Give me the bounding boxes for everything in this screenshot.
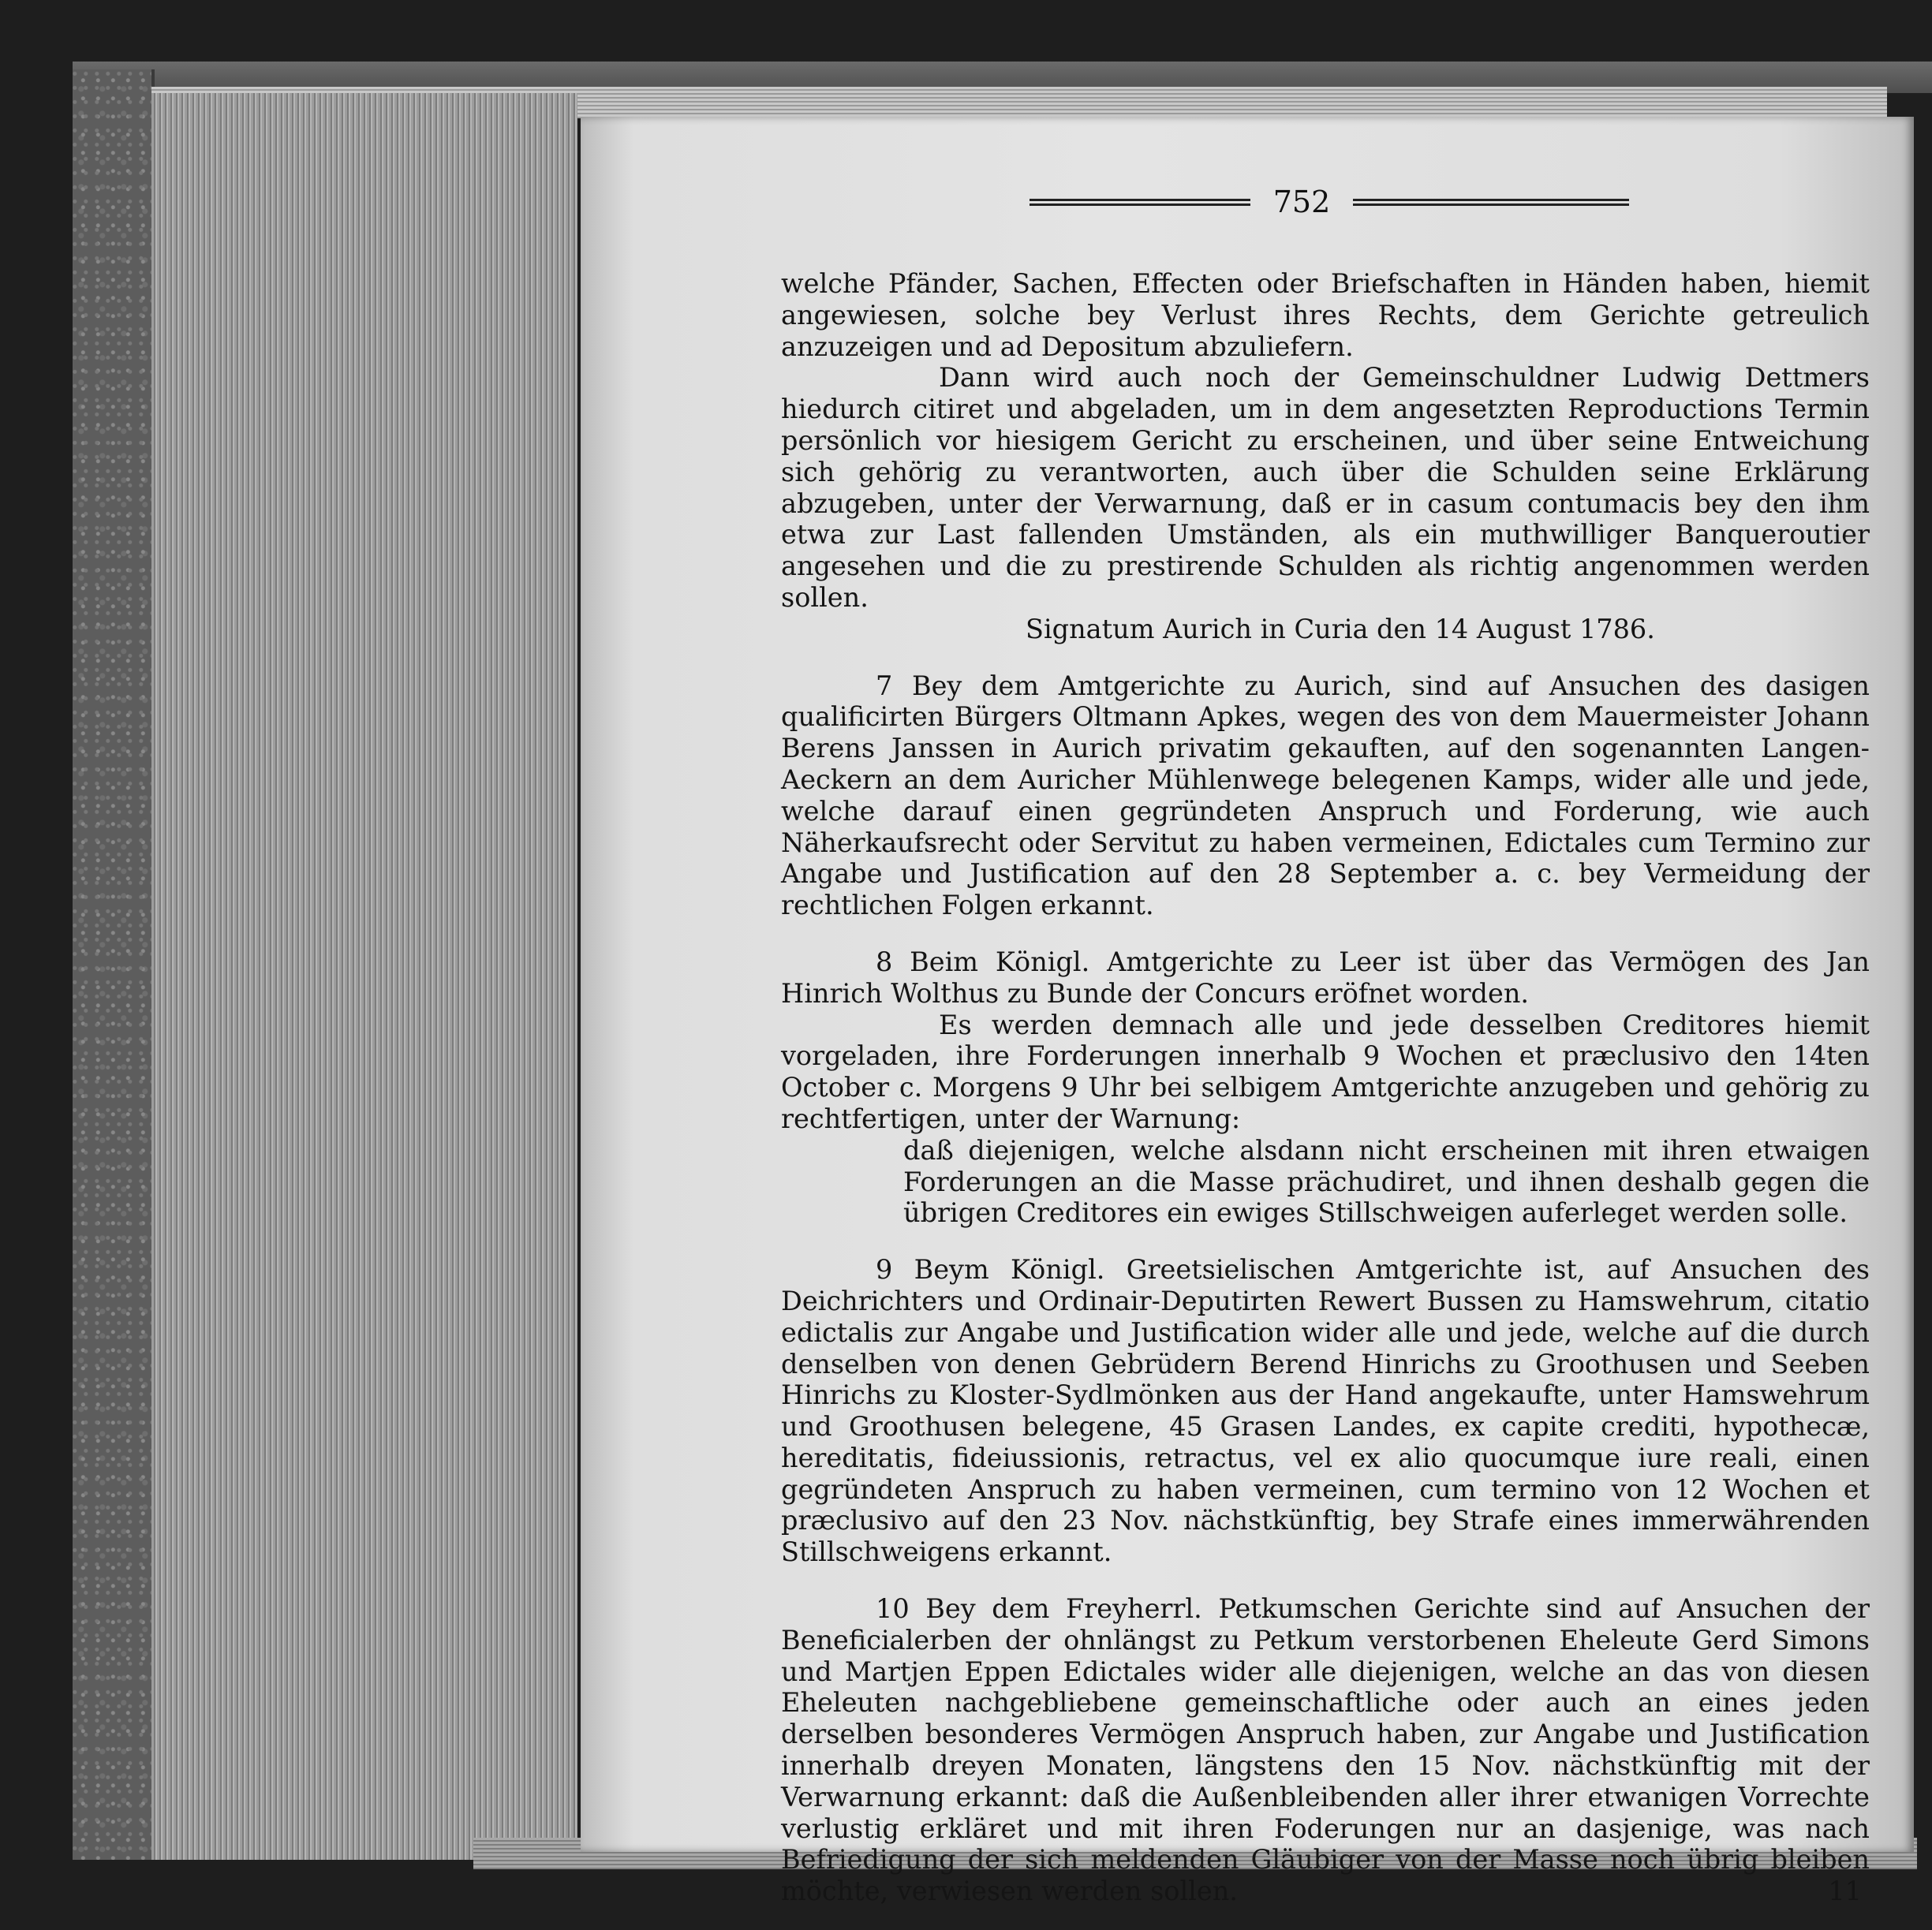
page-body: [781, 268, 1870, 1907]
catchword: 11: [1828, 1876, 1862, 1907]
paragraph: Dann wird auch noch der Gemeinschuldner Ludwig Dettmers hiedurch citiret und abgeladen, um in dem angesetzten Reproductions Termin persönlich vor hiesigem Gericht zu erscheinen, und über seine Entweichung sich gehörig zu verantworten, auch über die Schulden seine Erklärung abzugeben, unter der Verwarnung, daß er in casum contumacis bey den ihm etwa zur Last fallenden Umständen, als ein muthwilliger Banqueroutier angesehen und die zu prestirende Schulden als richtig angenommen werden sollen.: [781, 362, 1870, 613]
page-header: [1030, 185, 1629, 219]
paragraph: 7 Bey dem Amtgerichte zu Aurich, sind auf Ansuchen des dasigen qualificirten Bürgers Oltmann Apkes, wegen des von dem Mauermeister Johann Berens Janssen in Aurich privatim gekauften, auf den sogenannten Langen-Aeckern an dem Auricher Mühlenwege belegenen Kamps, wider alle und jede, welche darauf einen gegründeten Anspruch und Forderung, wie auch Näherkaufsrecht oder Servitut zu haben vermeinen, Edictales cum Termino zur Angabe und Justification auf den 28 September a. c. bey Vermeidung der rechtlichen Folgen erkannt.: [781, 670, 1870, 921]
paragraph: Es werden demnach alle und jede desselben Creditores hiemit vorgeladen, ihre Forderungen innerhalb 9 Wochen et præclusivo den 14ten October c. Morgens 9 Uhr bei selbigem Amtgerichte anzugeben und gehörig zu rechtfertigen, unter der Warnung:: [781, 1009, 1870, 1134]
header-rule-right: [1353, 199, 1629, 206]
paragraph: daß diejenigen, welche alsdann nicht erscheinen mit ihren etwaigen Forderungen an die Masse prächudiret, und ihnen deshalb gegen die übrigen Creditores ein ewiges Stillschweigen auferleget werden solle.: [903, 1134, 1870, 1229]
paragraph: 10 Bey dem Freyherrl. Petkumschen Gerichte sind auf Ansuchen der Beneficialerben der ohnlängst zu Petkum verstorbenen Eheleute Gerd Simons und Martjen Eppen Edictales wider alle diejenigen, welche an das von diesen Eheleuten nachgebliebene gemeinschaftliche oder auch an eines jeden derselben besonderes Vermögen Anspruch haben, zur Angabe und Justification innerhalb dreyen Monaten, längstens den 15 Nov. nächstkünftig mit der Verwarnung erkannt: daß die Außenbleibenden aller ihrer etwanigen Vorrechte verlustig erkläret und mit ihren Foderungen nur an dasjenige, was nach Befriedigung der sich meldenden Gläubiger von der Masse noch übrig bleiben möchte, verwiesen werden sollen.: [781, 1593, 1870, 1907]
book-cover: [73, 69, 155, 1860]
header-rule-left: [1030, 199, 1250, 206]
paragraph: 8 Beim Königl. Amtgerichte zu Leer ist über das Vermögen des Jan Hinrich Wolthus zu Bunde der Concurs eröfnet worden.: [781, 946, 1870, 1009]
page-edges-side: [151, 93, 577, 1860]
signature-line: Signatum Aurich in Curia den 14 August 1786.: [1026, 613, 1655, 644]
page-number: 752: [1272, 185, 1331, 219]
paragraph: 9 Beym Königl. Greetsielischen Amtgerichte ist, auf Ansuchen des Deichrichters und Ordinair-Deputirten Rewert Bussen zu Hamswehrum, citatio edictalis zur Angabe und Justification wider alle und jede, welche auf die durch denselben von denen Gebrüdern Berend Hinrichs zu Groothusen und Seeben Hinrichs zu Kloster-Sydlmönken aus der Hand angekaufte, unter Hamswehrum und Groothusen belegene, 45 Grasen Landes, ex capite crediti, hypothecæ, hereditatis, fideiussionis, retractus, vel ex alio quocumque iure reali, einen gegründeten Anspruch zu haben vermeinen, cum termino von 12 Wochen et præclusivo auf den 23 Nov. nächstkünftig, bey Strafe eines immerwährenden Stillschweigens erkannt.: [781, 1254, 1870, 1568]
paragraph: welche Pfänder, Sachen, Effecten oder Briefschaften in Händen haben, hiemit angewiesen, solche bey Verlust ihres Rechts, dem Gerichte getreulich anzuzeigen und ad Depositum abzuliefern.: [781, 268, 1870, 362]
